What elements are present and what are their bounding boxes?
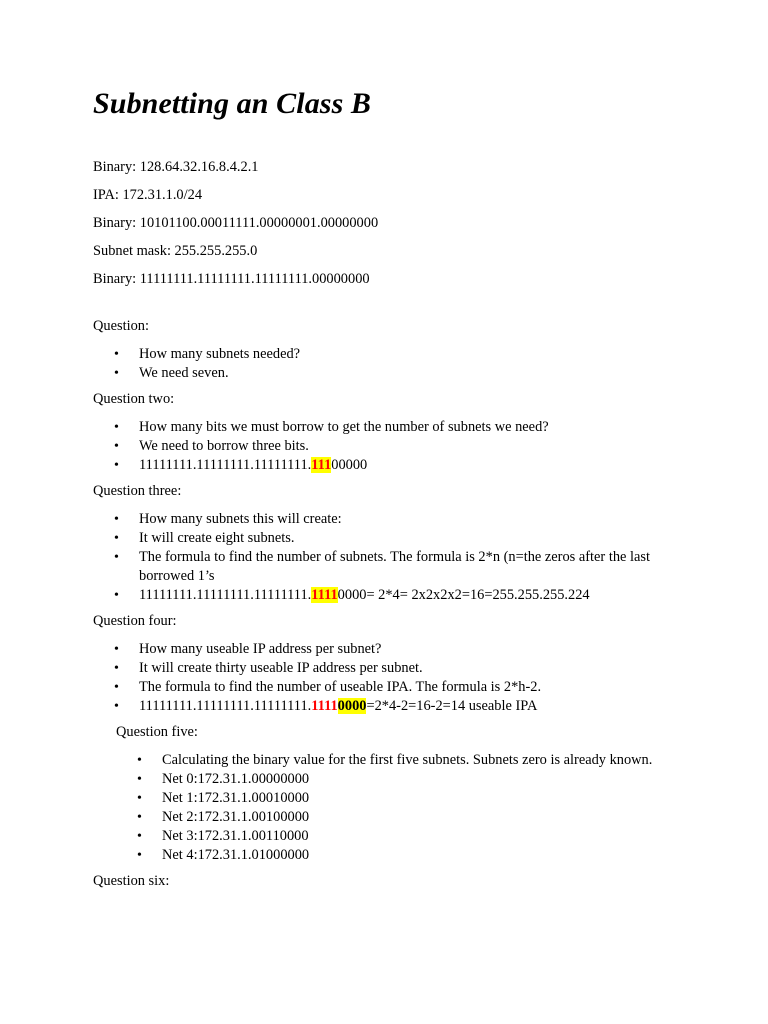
list-item: • How many useable IP address per subnet? [114, 641, 382, 657]
question-heading: Question: [93, 318, 149, 334]
list-item: • Net 3:172.31.1.00110000 [137, 828, 309, 844]
question-heading: Question four: [93, 613, 177, 629]
list-item: • It will create eight subnets. [114, 530, 295, 546]
bullet-icon: • [114, 458, 119, 473]
network-bits: 1111 [311, 698, 338, 714]
question-heading: Question three: [93, 483, 182, 499]
list-item: • It will create thirty useable IP address per subnet. [114, 660, 423, 676]
bullet-icon: • [137, 848, 142, 863]
document-page [93, 86, 693, 900]
question-five-section [116, 723, 693, 865]
bullet-list [93, 510, 693, 605]
bullet-icon: • [137, 791, 142, 806]
intro-section [93, 158, 693, 289]
bullet-icon: • [114, 439, 119, 454]
list-item-binary: • 11111111.11111111.11111111.11100000 [114, 457, 368, 473]
list-item: • Net 1:172.31.1.00010000 [137, 790, 310, 806]
intro-line: Binary: 128.64.32.16.8.4.2.1 [93, 159, 259, 175]
bullet-icon: • [114, 531, 119, 546]
question-heading: Question six: [93, 873, 170, 889]
host-bits: 0000 [337, 698, 367, 714]
document-title: Subnetting an Class B [93, 87, 372, 120]
list-item: • Net 2:172.31.1.00100000 [137, 809, 310, 825]
list-item-binary: • 11111111.11111111.11111111.11110000= 2*4= 2x2x2x2=16=255.255.255.224 [114, 587, 590, 603]
bullet-icon: • [114, 512, 119, 527]
bullet-list [93, 640, 693, 716]
intro-line: Binary: 11111111.11111111.11111111.00000000 [93, 271, 370, 287]
list-item-binary: • 11111111.11111111.11111111.11110000=2*4-2=16-2=14 useable IPA [114, 698, 538, 714]
bullet-icon: • [137, 810, 142, 825]
bullet-icon: • [114, 550, 119, 565]
list-item: • The formula to find the number of subnets. The formula is 2*n (n=the zeros after the last borrowed 1’s [114, 549, 650, 584]
question-heading: Question two: [93, 391, 175, 407]
list-item: • How many bits we must borrow to get the number of subnets we need? [114, 419, 549, 435]
highlighted-bits: 1111 [311, 587, 338, 603]
list-item: • How many subnets this will create: [114, 511, 342, 527]
list-item: • The formula to find the number of useable IPA. The formula is 2*h-2. [114, 679, 542, 695]
bullet-icon: • [114, 420, 119, 435]
bullet-icon: • [137, 829, 142, 844]
list-item: • How many subnets needed? [114, 346, 301, 362]
bullet-icon: • [114, 588, 119, 603]
bullet-icon: • [114, 661, 119, 676]
list-item: • We need to borrow three bits. [114, 438, 309, 454]
highlighted-bits: 111 [311, 457, 332, 473]
bullet-list [116, 751, 693, 865]
bullet-icon: • [114, 366, 119, 381]
bullet-icon: • [114, 699, 119, 714]
bullet-list [93, 345, 693, 383]
list-item: • Net 0:172.31.1.00000000 [137, 771, 310, 787]
bullet-icon: • [137, 753, 142, 768]
question-heading: Question five: [116, 724, 198, 740]
bullet-icon: • [114, 680, 119, 695]
intro-line: IPA: 172.31.1.0/24 [93, 187, 203, 203]
list-item: • Calculating the binary value for the first five subnets. Subnets zero is already known. [137, 752, 653, 768]
bullet-icon: • [137, 772, 142, 787]
bullet-list [93, 418, 693, 475]
intro-line: Binary: 10101100.00011111.00000001.00000000 [93, 215, 379, 231]
bullet-icon: • [114, 642, 119, 657]
intro-line: Subnet mask: 255.255.255.0 [93, 243, 258, 259]
list-item: • Net 4:172.31.1.01000000 [137, 847, 310, 863]
bullet-icon: • [114, 347, 119, 362]
list-item: • We need seven. [114, 365, 229, 381]
